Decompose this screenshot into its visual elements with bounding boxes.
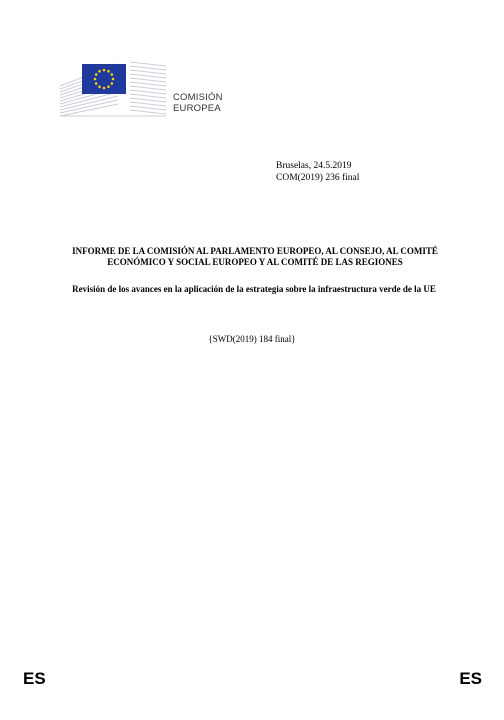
eu-flag-icon xyxy=(82,64,126,94)
document-meta xyxy=(276,160,359,184)
document-reference: COM(2019) 236 final xyxy=(276,173,360,183)
organization-line1: COMISIÓN xyxy=(173,92,223,103)
related-document-reference: {SWD(2019) 184 final} xyxy=(208,334,296,344)
european-commission-logo xyxy=(58,58,168,118)
language-code-left: ES xyxy=(23,669,46,688)
organization-name xyxy=(173,92,223,114)
document-subtitle: Revisión de los avances en la aplicación de la estrategia sobre la infraestructura verde de la UE xyxy=(72,284,436,294)
organization-line2: EUROPEA xyxy=(173,103,221,114)
place-date: Bruselas, 24.5.2019 xyxy=(276,161,352,171)
language-code-right: ES xyxy=(459,669,482,688)
document-title: INFORME DE LA COMISIÓN AL PARLAMENTO EUROPEO, AL CONSEJO, AL COMITÉ ECONÓMICO Y SOCIAL EUROPEO Y AL COMITÉ DE LAS REGIONES xyxy=(72,246,438,267)
